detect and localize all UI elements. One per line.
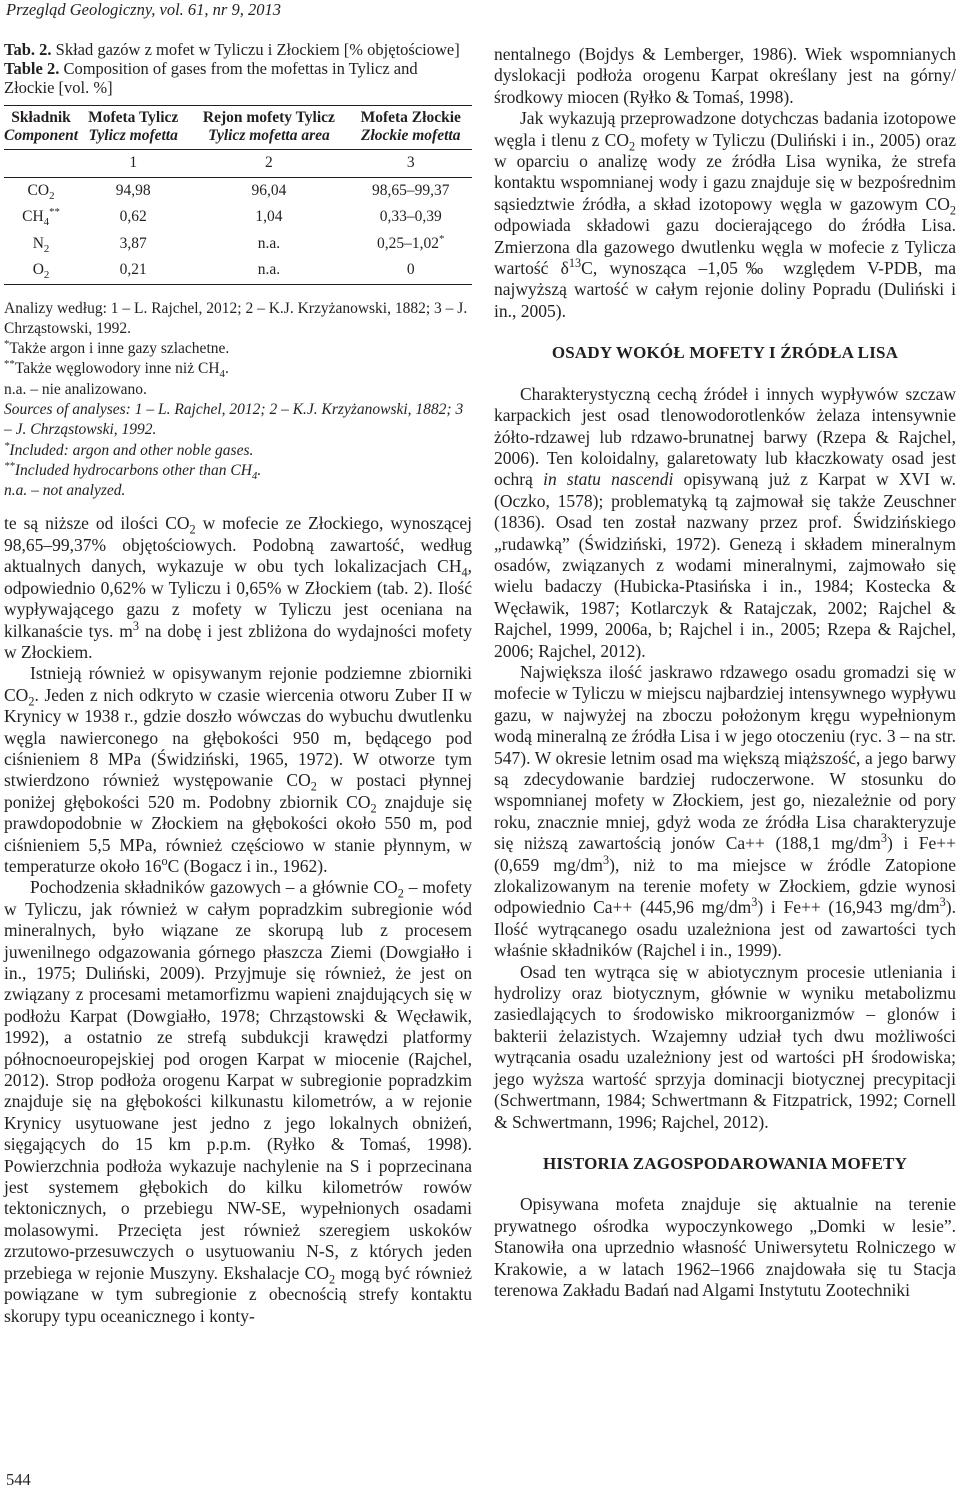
running-head: Przegląd Geologiczny, vol. 61, nr 9, 2013	[6, 0, 281, 19]
table-row: $CH_4^{**}$ 0,62 1,04 0,33–0,39	[4, 204, 472, 231]
page-number: 544	[6, 1470, 31, 1489]
paragraph: Charakterystyczną cechą źródeł i innych wypływów szczaw karpackich jest osad tlenowodorotlenków żelaza intensywnie żółto-rdzawej lub rdzawo-brunatnej barwy (Rzepa & Rajchel, 2006). Ten koloidalny, galaretowaty lub kłaczkowaty osad jest ochrą in statu nascendi opisywaną już z Karpat w XVI w. (Oczko, 1578); problematyką tą zajmował się także Zeuschner (1836). Osad ten został nazwany przez prof. Świdzińskiego „rudawką” (Świdziński, 1972). Genezą i składem mineralnym osadów, związanych z wodami mineralnymi, zajmowało się wielu badaczy (Hubicka-Ptasińska i in., 1984; Kostecka & Węcławik, 1987; Kotlarczyk & Ratajczak, 2002; Rajchel & Rajchel, 1999, 2006a, b; Rajchel i in., 2005; Rzepa & Rajchel, 2006; Rajchel, 2012).	[494, 383, 956, 661]
header-tylicz: Mofeta Tylicz Tylicz mofetta	[78, 106, 188, 150]
left-column	[4, 40, 472, 1327]
note-star-en: *Included: argon and other noble gases.	[4, 439, 254, 459]
table-caption-en: Table 2. Composition of gases from the mofettas in Tylicz and Złockie [vol. %]	[4, 59, 418, 97]
header-zlockie: Mofeta Złockie Złockie mofetta	[350, 106, 473, 150]
note-na-en: n.a. – not analyzed.	[4, 482, 126, 500]
cell-component: $O_2$	[4, 257, 78, 284]
header-component: Składnik Component	[4, 106, 78, 150]
cell-component: $CH_4^{**}$	[22, 206, 60, 229]
paragraph: nentalnego (Bojdys & Lemberger, 1986). Wiek wspomnianych dyslokacji podłoża orogenu Karpat określany jest na górny/środkowy miocen (Ryłko & Tomaś, 1998).	[494, 44, 956, 107]
right-column	[494, 44, 956, 1301]
note-dstar-pl: **Także węglowodory inne niż $CH_4$.	[4, 358, 229, 381]
table-caption	[4, 40, 472, 97]
section-heading: HISTORIA ZAGOSPODAROWANIA MOFETY	[542, 1153, 908, 1173]
paragraph: Osad ten wytrąca się w abiotycznym procesie utleniania i hydrolizy oraz biotycznym, głównie w wyniku metabolizmu zasiedlających to środowisko mikroorganizmów – glonów i bakterii żelazistych. Wzajemny udział tych dwu możliwości wytrącania osadu uzależniony jest od wartości pH środowiska; jego wyższa wartość sprzyja dominacji biotycznej precypitacji (Schwertmann, 1984; Schwertmann & Fitzpatrick, 1992; Cornell & Schwertmann, 1996; Rajchel, 2012).	[494, 961, 956, 1132]
paragraph: Pochodzenia składników gazowych – a głównie $CO_2$ – mofety w Tyliczu, jak również w całym popradzkim subregionie wód mineralnych, było wiązane ze skorupą lub z procesem juwenilnego odgazowania górnego płaszcza Ziemi (Dowgiałło i in., 1975; Duliński, 2009). Przyjmuje się również, że jest on związany z procesami metamorfizmu wapieni znajdujących się w podłożu Karpat (Dowgiałło, 1978; Chrząstowski & Węcławik, 1992), a ostatnio ze strefą subdukcji krawędzi platformy północnoeuropejskiej pod orogen Karpat w miocenie (Rajchel, 2012). Strop podłoża orogenu Karpat w subregionie popradzkim znajduje się na głębokości kilkunastu kilometrów, a w rejonie Krynicy usytuowane jest jedno z jego lokalnych obniżeń, sięgających do 15 km p.p.m. (Ryłko & Tomaś, 1998). Powierzchnia podłoża wykazuje nachylenie na S i poprzecinana jest systemem głębokich do kilku kilometrów rowów tektonicznych, o przebiegu NW-SE, wypełnionych osadami molasowymi. Przecięta jest również szeregiem uskoków zrzutowo-przesuwczych o usytuowaniu N-S, z których jeden przebiega w rejonie Muszyny. Ekshalacje $CO_2$ mogą być również powiązane w tym subregionie z obecnością strefy kontaktu skorupy typu oceanicznego i konty-	[4, 877, 472, 1326]
table-header-row	[4, 106, 472, 150]
note-na-pl: n.a. – nie analizowano.	[4, 380, 147, 398]
table-row: $O_2$ 0,21 n.a. 0	[4, 257, 472, 284]
paragraph: te są niższe od ilości $CO_2$ w mofecie ze Złockiego, wynoszącej 98,65–99,37% objętościowych. Podobną zawartość, według aktualnych danych, wykazuje w obu tych lokalizacjach $CH_4$, odpowiednio 0,62% w Tyliczu i 0,65% w Złockiem (tab. 2). Ilość wypływającego gazu z mofety w Tyliczu jest oceniana na kilkanaście tys. $m^3$ na dobę i jest zbliżona do wydajności mofety w Złockiem.	[4, 513, 473, 662]
table-notes	[4, 299, 472, 502]
cell-component: $CO_2$	[27, 181, 55, 202]
gas-composition-table	[4, 105, 472, 285]
left-body-text	[4, 513, 472, 1326]
header-tylicz-area: Rejon mofety Tylicz Tylicz mofetta area	[188, 106, 349, 150]
note-star-pl: *Także argon i inne gazy szlachetne.	[4, 337, 230, 358]
table-caption-pl: Tab. 2. Skład gazów z mofet w Tyliczu i Złockiem [% objętościowe]	[4, 40, 460, 59]
paragraph: Opisywana mofeta znajduje się aktualnie na terenie prywatnego ośrodka wypoczynkowego „Domki w lesie”. Stanowiła ona uprzednio własność Uniwersytetu Rolniczego w Krakowie, a w latach 1962–1966 znajdowała się tu Stacja terenowa Zakładu Badań nad Algami Instytutu Zootechniki	[494, 1194, 956, 1300]
note-sources-pl: Analizy według: 1 – L. Rajchel, 2012; 2 – K.J. Krzyżanowski, 1882; 3 – J. Chrząstowski, 1992.	[4, 299, 468, 337]
column-number-row: 1 2 3	[4, 150, 472, 178]
cell-component: $N_2$	[32, 234, 50, 255]
paragraph: Istnieją również w opisywanym rejonie podziemne zbiorniki $CO_2$. Jeden z nich odkryto w czasie wiercenia otworu Zuber II w Krynicy w 1938 r., gdzie doszło wówczas do wybuchu dwutlenku węgla nawierconego na głębokości 950 m, będącego pod ciśnieniem 8 MPa (Świdziński, 1965, 1972). W otworze tym stwierdzono również występowanie $CO_2$ w postaci płynnej poniżej głębokości 520 m. Podobny zbiornik $CO_2$ znajduje się prawdopodobnie w Złockiem na głębokości około 550 m, pod ciśnieniem 5,5 MPa, również częściowo w stanie płynnym, w temperaturze około 16$^o$C (Bogacz i in., 1962).	[4, 663, 472, 876]
table-row: $CO_2$ 94,98 96,04 98,65–99,37	[4, 177, 472, 204]
section-heading: OSADY WOKÓŁ MOFETY I ŹRÓDŁA LISA	[551, 343, 899, 363]
paragraph: Największa ilość jaskrawo rdzawego osadu gromadzi się w mofecie w Tyliczu w miejscu najbardziej intensywnego wypływu gazu, w najwyżej na zboczu położonym kręgu wypełnionym wodą mineralną ze źródła Lisa i w jego otoczeniu (ryc. 3 – na str. 547). W okresie letnim osad ma większą miąższość, a jego barwy są zdecydowanie bardziej rudoczerwone. W stosunku do wspomnianej mofety w Złockiem, jest go, niezależnie od pory roku, znacznie mniej, gdyż woda ze źródła Lisa charakteryzuje się niższą zawartością jonów Ca++ (188,1 $mg/dm^3$) i Fe++ (0,659 $mg/dm^3$), niż to ma miejsce w źródle Zatopione zlokalizowanym na terenie mofety w Złockiem, gdzie wynosi odpowiednio Ca++ (445,96 $mg/dm^3$) i Fe++ (16,943 $mg/dm^3$). Ilość wytrącanego osadu uzależniona jest od zawartości tych właśnie składników (Rajchel i in., 1999).	[494, 661, 956, 961]
note-dstar-en: **Included hydrocarbons other than $CH_4$.	[4, 459, 262, 482]
paragraph: Jak wykazują przeprowadzone dotychczas badania izotopowe węgla i tlenu z $CO_2$ mofety w Tyliczu (Duliński i in., 2005) oraz w oparciu o analizę wody ze źródła Lisa wynika, że strefa kontaktu wspomnianej wody i gazu znajduje się w bezpośrednim sąsiedztwie źródła, a skład izotopowy węgla w gazowym $CO_2$ odpowiada składowi gazu docierającego do źródła Lisa. Zmierzona dla gazowego dwutlenku węgla w mofecie z Tylicza wartość $\delta^{13}C$, wynosząca –1,05‰ względem V-PDB, ma najwyższą wartość w całym rejonie doliny Popradu (Duliński i in., 2005).	[494, 108, 956, 321]
table-row: $N_2$ 3,87 n.a. 0,25–1,02*	[4, 231, 472, 258]
note-sources-en: Sources of analyses: 1 – L. Rajchel, 2012; 2 – K.J. Krzyżanowski, 1882; 3 – J. Chrząstowski, 1992.	[4, 400, 464, 439]
